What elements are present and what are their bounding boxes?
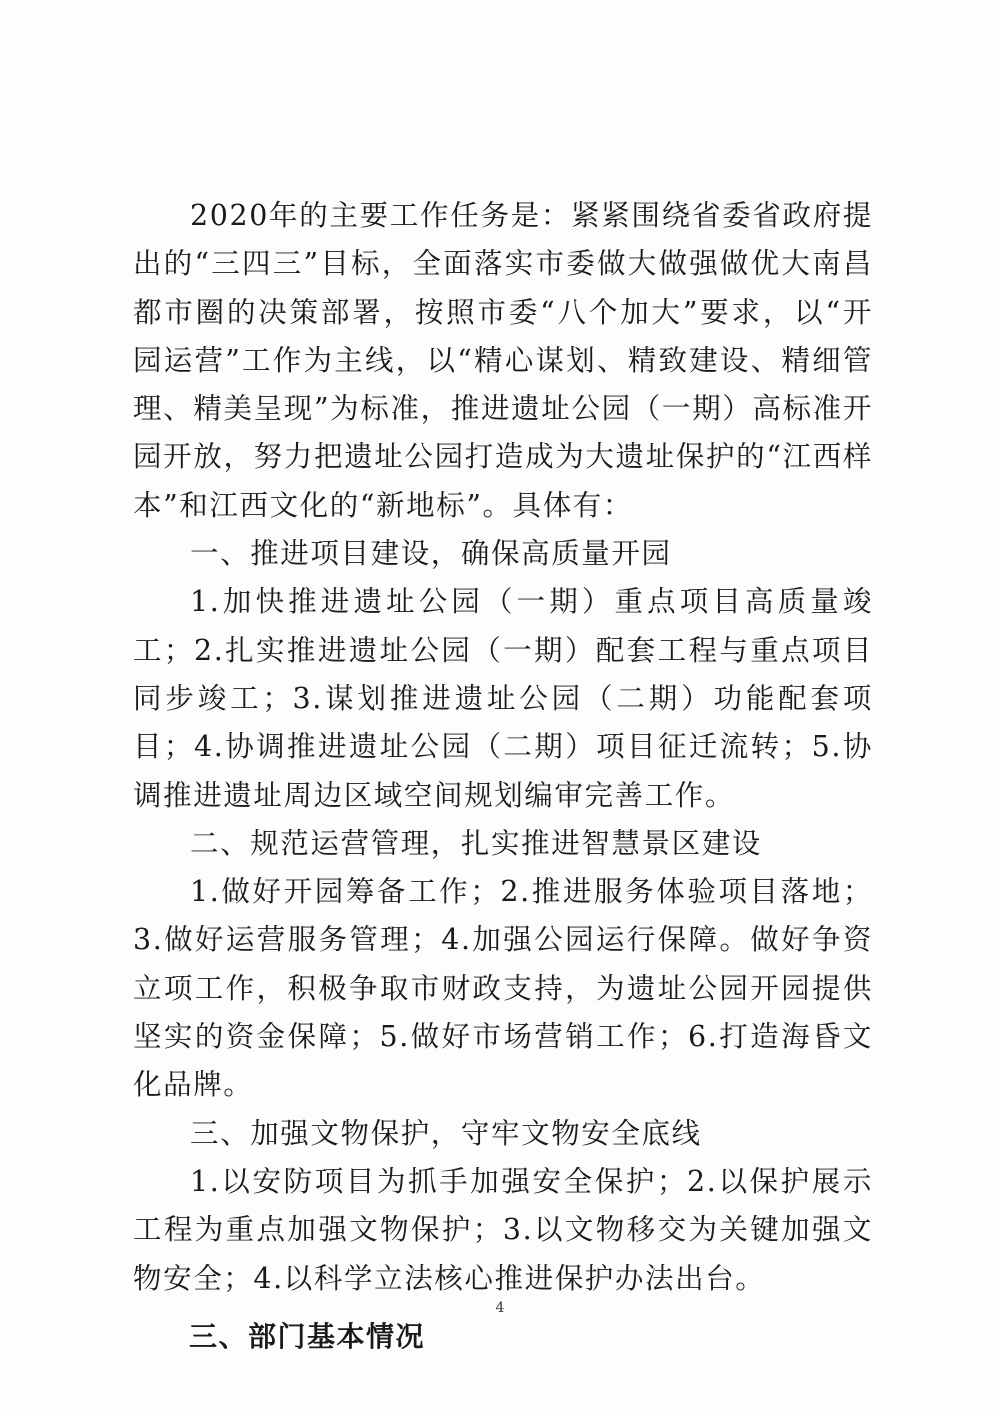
page-number: 4 bbox=[495, 1300, 505, 1316]
paragraph-intro: 2020年的主要工作任务是：紧紧围绕省委省政府提出的“三四三”目标，全面落实市委做大做强做优大南昌都市圈的决策部署，按照市委“八个加大”要求，以“开园运营”工作为主线，以“精心谋划、精致建设、精细管理、精美呈现”为标准，推进遗址公园（一期）高标准开园开放，努力把遗址公园打造成为大遗址保护的“江西样本”和江西文化的“新地标”。具体有： bbox=[133, 199, 873, 522]
paragraph-operation-management: 1.做好开园筹备工作；2.推进服务体验项目落地；3.做好运营服务管理；4.加强公园运行保障。做好争资立项工作，积极争取市财政支持，为遗址公园开园提供坚实的资金保障；5.做好市场营销工作；6.打造海昏文化品牌。 bbox=[133, 875, 873, 1102]
paragraph-cultural-relics-protection: 1.以安防项目为抓手加强安全保护；2.以保护展示工程为重点加强文物保护；3.以文物移交为关键加强文物安全；4.以科学立法核心推进保护办法出台。 bbox=[133, 1164, 873, 1295]
paragraph-project-construction: 1.加快推进遗址公园（一期）重点项目高质量竣工；2.扎实推进遗址公园（一期）配套工程与重点项目同步竣工；3.谋划推进遗址公园（二期）功能配套项目；4.协调推进遗址公园（二期）项目征迁流转；5.协调推进遗址周边区域空间规划编审完善工作。 bbox=[133, 585, 873, 812]
heading-project-construction: 一、推进项目建设，确保高质量开园 bbox=[190, 537, 672, 571]
heading-operation-management: 二、规范运营管理，扎实推进智慧景区建设 bbox=[190, 826, 762, 860]
document-body bbox=[133, 192, 873, 1361]
section-title: 三、部门基本情况 bbox=[189, 1319, 426, 1353]
heading-cultural-relics-protection: 三、加强文物保护，守牢文物安全底线 bbox=[190, 1116, 702, 1150]
